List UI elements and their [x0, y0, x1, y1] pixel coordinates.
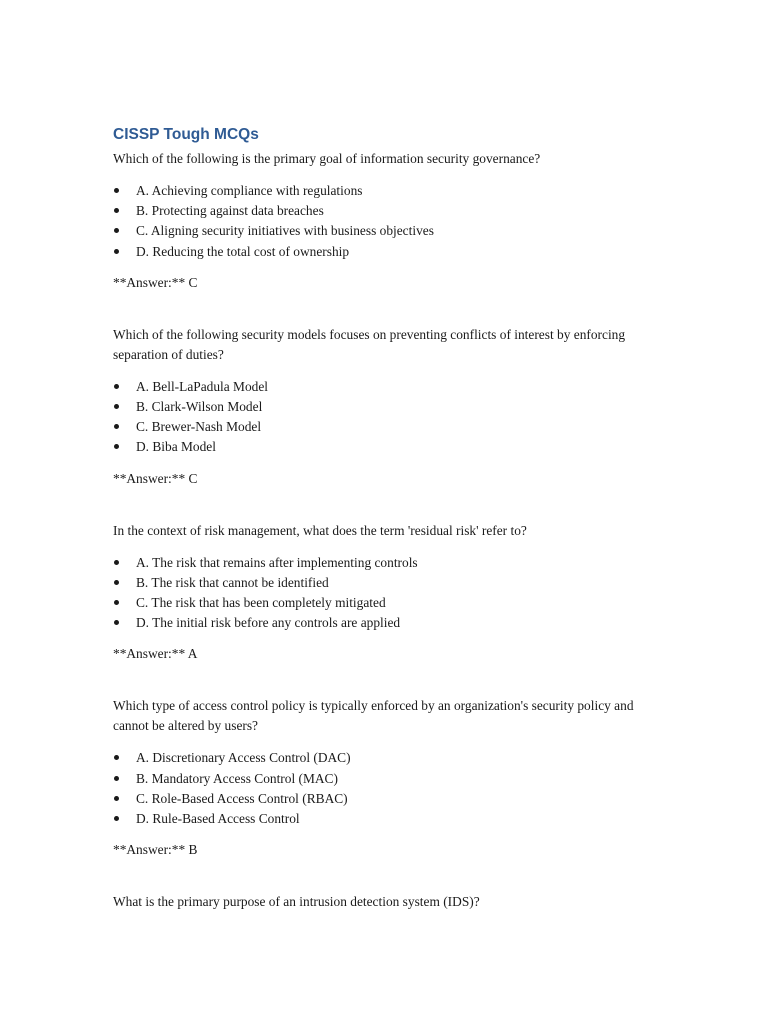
question-block — [113, 149, 663, 293]
option-item — [113, 397, 663, 417]
question-block — [113, 325, 663, 489]
option-text: B. The risk that cannot be identified — [136, 574, 329, 590]
option-text: B. Clark-Wilson Model — [136, 399, 263, 415]
option-text: D. The initial risk before any controls are applied — [136, 615, 401, 631]
options-list — [113, 748, 663, 829]
question-block — [113, 521, 663, 665]
option-item — [113, 242, 663, 262]
document-page — [113, 124, 663, 944]
option-item — [113, 417, 663, 437]
option-item — [113, 769, 663, 789]
question-text: What is the primary purpose of an intrusion detection system (IDS)? — [113, 894, 480, 910]
option-item — [113, 593, 663, 613]
bullet-icon — [114, 600, 119, 605]
question-text: Which of the following is the primary goal of information security governance? — [113, 151, 541, 166]
bullet-icon — [114, 424, 119, 429]
option-text: C. Aligning security initiatives with business objectives — [136, 223, 434, 239]
option-item — [113, 553, 663, 573]
option-item — [113, 181, 663, 201]
options-list — [113, 181, 663, 262]
bullet-icon — [114, 816, 119, 821]
option-item — [113, 377, 663, 397]
option-text: A. Bell-LaPadula Model — [136, 378, 269, 394]
option-text: D. Reducing the total cost of ownership — [136, 243, 350, 259]
option-item — [113, 613, 663, 633]
bullet-icon — [114, 580, 119, 585]
question-text: Which of the following security models focuses on preventing conflicts of interest by enforcing separation of duties? — [113, 326, 626, 362]
bullet-icon — [114, 188, 119, 193]
option-item — [113, 809, 663, 829]
bullet-icon — [114, 228, 119, 233]
option-item — [113, 789, 663, 809]
bullet-icon — [114, 560, 119, 565]
answer-text: **Answer:** C — [113, 470, 198, 486]
answer-text: **Answer:** A — [113, 646, 198, 662]
bullet-icon — [114, 444, 119, 449]
option-text: A. Discretionary Access Control (DAC) — [136, 750, 351, 766]
bullet-icon — [114, 249, 119, 254]
bullet-icon — [114, 796, 119, 801]
bullet-icon — [114, 776, 119, 781]
bullet-icon — [114, 384, 119, 389]
answer-text: **Answer:** C — [113, 274, 198, 290]
option-text: C. Role-Based Access Control (RBAC) — [136, 790, 348, 806]
option-item — [113, 573, 663, 593]
question-block — [113, 696, 663, 860]
options-list — [113, 377, 663, 458]
option-text: A. The risk that remains after implementing controls — [136, 554, 418, 570]
answer-text: **Answer:** B — [113, 842, 198, 858]
option-text: D. Biba Model — [136, 439, 216, 455]
bullet-icon — [114, 208, 119, 213]
option-text: C. Brewer-Nash Model — [136, 419, 262, 435]
option-item — [113, 437, 663, 457]
bullet-icon — [114, 755, 119, 760]
options-list — [113, 553, 663, 634]
bullet-icon — [114, 404, 119, 409]
option-item — [113, 201, 663, 221]
option-text: A. Achieving compliance with regulations — [136, 183, 363, 198]
document-title: CISSP Tough MCQs — [113, 126, 259, 143]
option-text: B. Protecting against data breaches — [136, 203, 324, 219]
question-text: Which type of access control policy is typically enforced by an organization's security policy and cannot be altered by users? — [113, 698, 634, 734]
option-item — [113, 748, 663, 768]
option-item — [113, 221, 663, 241]
question-text: In the context of risk management, what does the term 'residual risk' refer to? — [113, 522, 527, 538]
option-text: C. The risk that has been completely mitigated — [136, 595, 386, 611]
option-text: D. Rule-Based Access Control — [136, 811, 300, 827]
question-block — [113, 892, 663, 912]
bullet-icon — [114, 620, 119, 625]
option-text: B. Mandatory Access Control (MAC) — [136, 770, 338, 786]
